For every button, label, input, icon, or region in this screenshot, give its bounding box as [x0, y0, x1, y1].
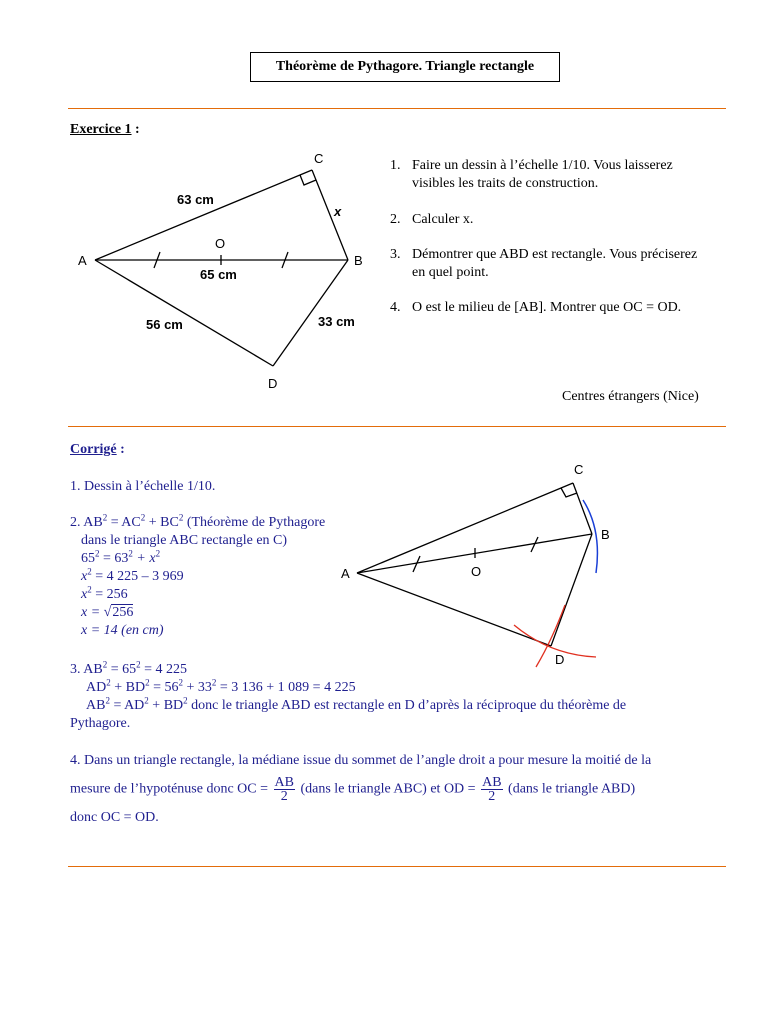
label-b: B: [601, 527, 610, 542]
segment-cb: [573, 483, 592, 534]
length-ab: 65 cm: [200, 267, 237, 282]
solution-heading-colon: :: [116, 442, 125, 457]
step3-line-4: Pythagore.: [70, 716, 131, 731]
step2-line-4: $x^2 = 4$ 225 – 3 969: [81, 566, 184, 584]
label-a: A: [341, 566, 350, 581]
construction-arc-blue: [583, 500, 597, 573]
label-d: D: [555, 652, 565, 667]
step3-line-2: $AD^2 + BD^2 = 56^2 + 33^2 = 3$ 136 + 1 089 = 4 225: [86, 677, 356, 695]
step2-line-6: x = √256: [81, 605, 134, 620]
step2-line-2: dans le triangle ABC rectangle en C): [81, 533, 288, 548]
length-bd: 33 cm: [318, 314, 355, 329]
step2-line-3: $65^2 = 63^2 + x^2$: [81, 548, 161, 566]
question-number: 3.: [390, 247, 401, 262]
question-2: [390, 211, 720, 231]
solution-step-4: [70, 752, 651, 827]
length-bc: x: [334, 204, 342, 219]
question-number: 2.: [390, 212, 401, 227]
divider-top: [68, 108, 726, 109]
segment-cb: [312, 170, 348, 260]
question-1: [390, 157, 720, 197]
question-text: Faire un dessin à l’échelle 1/10. Vous laisserez visibles les traits de construction.: [412, 158, 673, 191]
page-title: Théorème de Pythagore. Triangle rectangle: [250, 52, 560, 82]
question-number: 1.: [390, 158, 401, 173]
question-number: 4.: [390, 300, 401, 315]
question-text: Démontrer que ABD est rectangle. Vous préciserez en quel point.: [412, 247, 698, 280]
length-ad: 56 cm: [146, 317, 183, 332]
label-o: O: [215, 236, 226, 251]
segment-ad: [357, 573, 551, 646]
segment-ac: [95, 170, 312, 260]
segment-ac: [357, 483, 573, 573]
step4-line-1: 4. Dans un triangle rectangle, la médiane issue du sommet de l’angle droit a pour mesure la moitié de la: [70, 753, 652, 768]
fraction-oc: $\frac{AB}{2}$: [274, 775, 294, 804]
step2-line-1: 2. $AB^2 = AC^2 + BC^2$ (Théorème de Pythagore: [70, 512, 326, 530]
exercise-heading: [70, 122, 140, 138]
segment-bd: [273, 260, 348, 366]
exercise-heading-colon: :: [131, 122, 140, 137]
step2-line-5: $x^2 = 256$: [81, 584, 128, 602]
source-note: Centres étrangers (Nice): [562, 389, 699, 404]
question-text: O est le milieu de [AB]. Montrer que OC = OD.: [412, 300, 682, 315]
step3-line-1: 3. $AB^2 = 65^2 = 4$ 225: [70, 659, 187, 677]
label-a: A: [78, 253, 87, 268]
solution-heading: [70, 442, 125, 458]
fraction-od: $\frac{AB}{2}$: [482, 775, 502, 804]
question-4: [390, 299, 730, 319]
segment-ad: [95, 260, 273, 366]
solution-heading-label: Corrigé: [70, 442, 117, 457]
length-ac: 63 cm: [177, 192, 214, 207]
step3-line-3: $AB^2 = AD^2 + BD^2$ donc le triangle ABD est rectangle en D d’après la réciproque du théorème de: [86, 695, 627, 713]
label-c: C: [314, 151, 324, 166]
exercise-heading-label: Exercice 1: [70, 122, 132, 137]
label-o: O: [471, 564, 482, 579]
step4-line-2: mesure de l’hypoténuse donc OC = $\frac{AB}{2}$ (dans le triangle ABC) et OD = $\frac{AB}{2}$ (dans le triangle ABD): [70, 775, 636, 804]
exercise-figure: [0, 140, 380, 400]
divider-middle: [68, 426, 726, 427]
step4-line-3: donc OC = OD.: [70, 810, 159, 825]
label-d: D: [268, 376, 278, 391]
label-c: C: [574, 462, 584, 477]
right-angle-mark-c: [300, 175, 316, 185]
label-b: B: [354, 253, 363, 268]
solution-step-2: [70, 514, 325, 640]
question-text: Calculer x.: [412, 212, 474, 227]
question-3: [390, 246, 720, 286]
segment-bd: [551, 534, 592, 646]
divider-bottom: [68, 866, 726, 867]
right-angle-mark-c: [561, 488, 577, 497]
solution-step-1: 1. Dessin à l’échelle 1/10.: [70, 479, 216, 494]
step2-line-7: x = 14 (en cm): [81, 623, 164, 638]
solution-figure: [330, 455, 630, 675]
